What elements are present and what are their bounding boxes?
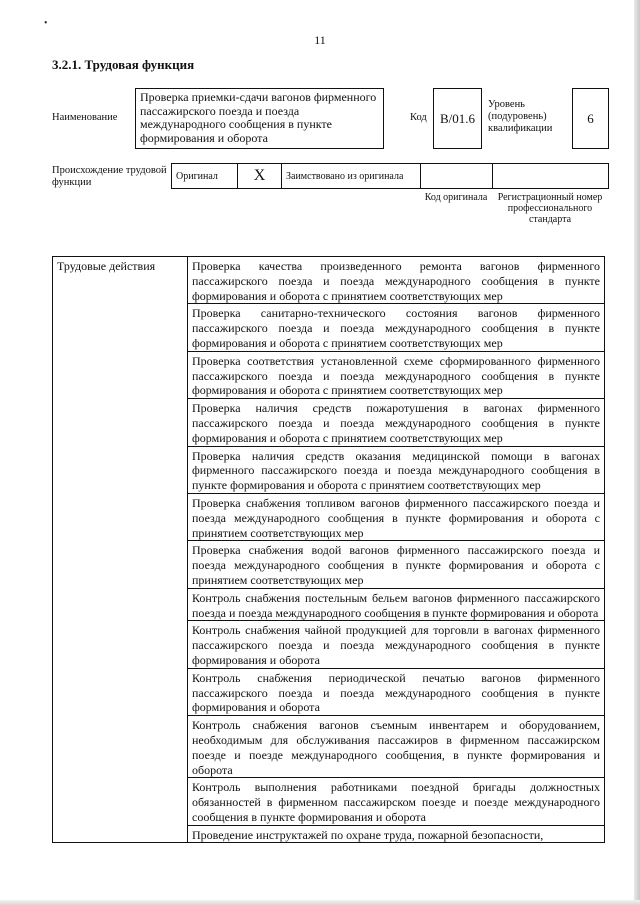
section-title: 3.2.1. Трудовая функция [52, 57, 195, 72]
original-label: Оригинал [172, 164, 238, 189]
page-bottom-shadow [0, 900, 640, 905]
code-original-caption: Код оригинала [424, 192, 488, 203]
labor-action-item: Проверка качества произведенного ремонта вагонов фирменного пассажирского поезда и поезда международного сообщения в пункте формирования и оборота с принятием соответствующих мер [188, 257, 605, 304]
table-row [53, 257, 605, 304]
labor-action-item: Проверка санитарно-технического состояния вагонов фирменного пассажирского поезда и поезда международного сообщения в пункте формирования и оборота с принятием соответствующих мер [188, 304, 605, 351]
original-mark: X [238, 164, 282, 189]
borrowed-label: Заимствовано из оригинала [282, 164, 421, 189]
origin-label: Происхождение трудовой функции [52, 165, 167, 188]
labor-action-item: Контроль снабжения чайной продукцией для торговли в вагонах фирменного пассажирского поезда и поезда международного сообщения в пункте формирования и оборота [188, 621, 605, 668]
function-name-box: Проверка приемки-сдачи вагонов фирменного пассажирского поезда и поезда международного сообщения в пункте формирования и оборота [135, 88, 384, 149]
original-code-cell [421, 164, 493, 189]
labor-action-item: Контроль снабжения постельным бельем вагонов фирменного пассажирского поезда и поезда международного сообщения в пункте формирования и оборота [188, 588, 605, 621]
labor-action-item: Проверка соответствия установленной схеме сформированного фирменного пассажирского поезда и поезда международного сообщения в пункте формирования и оборота с принятием соответствующих мер [188, 351, 605, 398]
labor-action-item: Контроль выполнения работниками поездной бригады должностных обязанностей в фирменном пассажирском поезде и поезде международного сообщения в пункте формирования и оборота [188, 778, 605, 825]
scan-speck: • [44, 18, 48, 29]
origin-table [171, 163, 609, 189]
labor-action-item: Проверка снабжения топливом вагонов фирменного пассажирского поезда и поезда международного сообщения в пункте формирования и оборота с принятием соответствующих мер [188, 493, 605, 540]
labor-actions-heading: Трудовые действия [53, 257, 188, 843]
labor-action-item: Проверка снабжения водой вагонов фирменного пассажирского поезда и поезда международного сообщения в пункте формирования и оборота с принятием соответствующих мер [188, 541, 605, 588]
qualification-level-box: 6 [572, 88, 609, 149]
labor-action-item: Проверка наличия средств пожаротушения в вагонах фирменного пассажирского поезда и поезда международного сообщения в пункте формирования и оборота с принятием соответствующих мер [188, 399, 605, 446]
function-code-box: B/01.6 [433, 88, 482, 149]
level-label: Уровень (подуровень) квалификации [488, 99, 553, 134]
registration-number-caption: Регистрационный номер профессионального стандарта [497, 192, 603, 225]
labor-action-item: Проведение инструктажей по охране труда, пожарной безопасности, [188, 825, 605, 843]
page-edge-shadow [634, 0, 640, 905]
name-label: Наименование [52, 112, 118, 123]
labor-actions-table [52, 256, 605, 843]
labor-action-item: Контроль снабжения периодической печатью вагонов фирменного пассажирского поезда и поезда международного сообщения в пункте формирования и оборота [188, 668, 605, 715]
labor-action-item: Контроль снабжения вагонов съемным инвентарем и оборудованием, необходимым для обслуживания пассажиров в фирменном пассажирском поезде и поезде международного сообщения, в пункте формирования и оборота [188, 716, 605, 778]
labor-action-item: Проверка наличия средств оказания медицинской помощи в вагонах фирменного пассажирского поезда и поезда международного сообщения в пункте формирования и оборота с принятием соответствующих мер [188, 446, 605, 493]
code-label: Код [410, 112, 427, 123]
page-number: 11 [314, 33, 326, 47]
registration-number-cell [493, 164, 609, 189]
